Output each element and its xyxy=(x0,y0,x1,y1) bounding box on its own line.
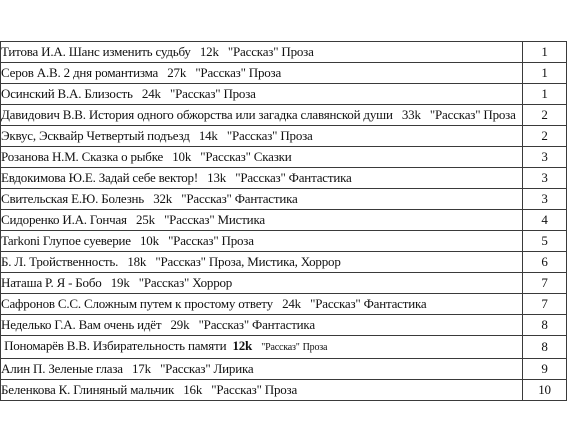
table-row xyxy=(1,105,567,126)
author: Алин П. xyxy=(1,361,46,376)
work-category: "Рассказ" xyxy=(211,382,262,397)
author: Сидоренко И.А. xyxy=(1,212,87,227)
table-row xyxy=(1,147,567,168)
works-list-sheet xyxy=(0,41,564,401)
table-row xyxy=(1,315,567,336)
work-title: Болезнь xyxy=(101,191,145,206)
work-category: "Рассказ" xyxy=(227,44,279,59)
table-row xyxy=(1,294,567,315)
author: Неделько Г.А. xyxy=(1,317,76,332)
work-title: Бобо xyxy=(75,275,102,290)
work-genre: Проза, Мистика, Хоррор xyxy=(208,254,341,269)
work-category: "Рассказ" xyxy=(261,342,300,353)
work-genre: Проза xyxy=(483,107,516,122)
work-category: "Рассказ" xyxy=(310,296,361,311)
work-category: "Рассказ" xyxy=(429,107,481,122)
work-size: 10k xyxy=(140,233,159,248)
work-size: 18k xyxy=(127,254,147,269)
work-size: 17k xyxy=(132,361,151,376)
work-entry xyxy=(1,42,523,63)
work-size: 13k xyxy=(207,170,227,185)
work-entry xyxy=(1,359,523,380)
work-entry xyxy=(1,84,523,105)
work-number: 1 xyxy=(523,84,567,105)
work-number: 3 xyxy=(523,168,567,189)
table-row xyxy=(1,210,567,231)
work-category: "Рассказ" xyxy=(181,191,232,206)
work-entry xyxy=(1,63,523,84)
table-row xyxy=(1,168,567,189)
work-entry xyxy=(1,105,523,126)
work-number: 1 xyxy=(523,42,567,63)
work-category: "Рассказ" xyxy=(226,128,278,143)
work-entry xyxy=(1,210,523,231)
work-size: 32k xyxy=(153,191,173,206)
author: Сафронов С.С. xyxy=(1,296,81,311)
work-genre: Фантастика xyxy=(288,170,352,185)
author: Осинский В.А. xyxy=(1,86,82,101)
work-genre: Проза xyxy=(302,342,328,353)
work-genre: Лирика xyxy=(213,361,254,376)
work-category: "Рассказ" xyxy=(168,233,219,248)
work-genre: Фантастика xyxy=(234,191,298,206)
work-title: Гончая xyxy=(89,212,127,227)
work-genre: Проза xyxy=(248,65,282,80)
table-row xyxy=(1,380,567,401)
work-genre: Фантастика xyxy=(252,317,315,332)
work-category: "Рассказ" xyxy=(200,149,251,164)
work-title: 2 дня романтизма xyxy=(63,65,159,80)
work-number: 7 xyxy=(523,294,567,315)
work-number: 3 xyxy=(523,147,567,168)
author: Титова И.А. xyxy=(1,44,66,59)
work-size: 24k xyxy=(141,86,161,101)
work-size: 19k xyxy=(110,275,130,290)
author: Давидович В.В. xyxy=(1,107,86,122)
work-title: Глупое суеверие xyxy=(42,233,131,248)
table-row xyxy=(1,84,567,105)
work-entry xyxy=(1,126,523,147)
work-title: Тройственность. xyxy=(29,254,119,269)
work-size: 12k xyxy=(232,338,253,353)
work-genre: Проза xyxy=(281,44,314,59)
work-number: 5 xyxy=(523,231,567,252)
work-genre: Фантастика xyxy=(363,296,427,311)
work-title: Зеленые глаза xyxy=(48,361,123,376)
work-title: История одного обжорства или загадка славянской души xyxy=(88,107,393,122)
work-category: "Рассказ" xyxy=(138,275,190,290)
work-title: Сложным путем к простому ответу xyxy=(84,296,273,311)
table-row xyxy=(1,359,567,380)
work-entry xyxy=(1,294,523,315)
work-number: 10 xyxy=(523,380,567,401)
work-title: Сказка о рыбке xyxy=(81,149,164,164)
work-size: 16k xyxy=(183,382,203,397)
table-row xyxy=(1,189,567,210)
table-row xyxy=(1,42,567,63)
table-row xyxy=(1,63,567,84)
author: Свительская Е.Ю. xyxy=(1,191,99,206)
work-category: "Рассказ" xyxy=(195,65,246,80)
table-row xyxy=(1,252,567,273)
work-genre: Проза xyxy=(264,382,298,397)
table-row xyxy=(1,126,567,147)
work-size: 12k xyxy=(199,44,219,59)
work-entry xyxy=(1,380,523,401)
work-number: 8 xyxy=(523,336,567,359)
table-row xyxy=(1,273,567,294)
work-category: "Рассказ" xyxy=(160,361,211,376)
work-genre: Проза xyxy=(280,128,313,143)
author: Евдокимова Ю.Е. xyxy=(1,170,96,185)
author: Б. Л. xyxy=(1,254,27,269)
work-genre: Проза xyxy=(223,86,256,101)
work-title: Задай себе вектор! xyxy=(98,170,198,185)
author: Розанова Н.М. xyxy=(1,149,79,164)
work-entry xyxy=(1,336,523,359)
work-title: Близость xyxy=(84,86,133,101)
work-genre: Мистика xyxy=(217,212,265,227)
work-number: 9 xyxy=(523,359,567,380)
work-size: 24k xyxy=(282,296,301,311)
work-entry xyxy=(1,273,523,294)
work-category: "Рассказ" xyxy=(155,254,206,269)
work-title: Избирательность памяти xyxy=(92,338,227,353)
work-title: Глиняный мальчик xyxy=(73,382,175,397)
work-category: "Рассказ" xyxy=(169,86,221,101)
work-title: Четвертый подъезд xyxy=(86,128,190,143)
work-title: Шанс изменить судьбу xyxy=(68,44,191,59)
work-number: 3 xyxy=(523,189,567,210)
work-number: 2 xyxy=(523,126,567,147)
work-number: 8 xyxy=(523,315,567,336)
work-size: 27k xyxy=(167,65,187,80)
work-entry xyxy=(1,147,523,168)
work-size: 33k xyxy=(401,107,421,122)
work-entry xyxy=(1,189,523,210)
author: Tarkoni xyxy=(1,233,40,248)
work-entry xyxy=(1,252,523,273)
work-number: 6 xyxy=(523,252,567,273)
author: Серов А.В. xyxy=(1,65,61,80)
table-row xyxy=(1,231,567,252)
work-entry xyxy=(1,315,523,336)
work-number: 4 xyxy=(523,210,567,231)
work-entry xyxy=(1,168,523,189)
work-size: 14k xyxy=(198,128,218,143)
work-number: 7 xyxy=(523,273,567,294)
work-category: "Рассказ" xyxy=(235,170,286,185)
work-genre: Проза xyxy=(221,233,254,248)
work-genre: Сказки xyxy=(253,149,292,164)
work-category: "Рассказ" xyxy=(164,212,215,227)
author: Эквус, Эсквайр xyxy=(1,128,84,143)
work-category: "Рассказ" xyxy=(198,317,249,332)
author: Наташа Р. Я - xyxy=(1,275,73,290)
table-row xyxy=(1,336,567,359)
work-size: 29k xyxy=(170,317,190,332)
work-number: 2 xyxy=(523,105,567,126)
work-number: 1 xyxy=(523,63,567,84)
author: Беленкова К. xyxy=(1,382,71,397)
works-table xyxy=(0,41,567,401)
author: Пономарёв В.В. xyxy=(4,338,90,353)
work-title: Вам очень идёт xyxy=(78,317,162,332)
work-size: 10k xyxy=(172,149,192,164)
work-entry xyxy=(1,231,523,252)
work-size: 25k xyxy=(136,212,155,227)
work-genre: Хоррор xyxy=(192,275,233,290)
